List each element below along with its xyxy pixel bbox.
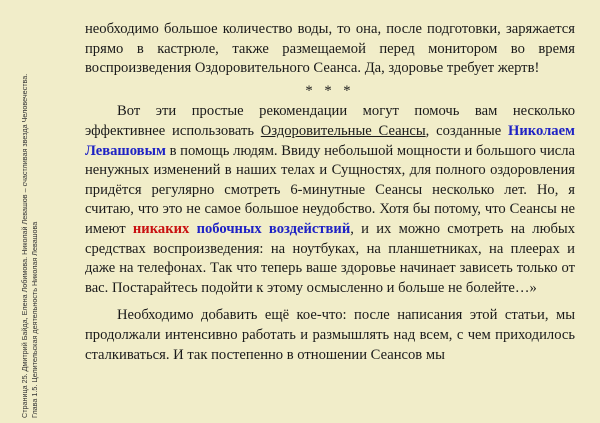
- paragraph-1: необходимо большое количество воды, то она, после подготовки, заряжается прямо в кастрюле, также размещаемой перед монитором во время воспроизведения Оздоровительного Сеанса. Да, здоровье требует жертв!: [85, 21, 575, 77]
- document-body: [85, 20, 575, 365]
- margin-caption-line-2: Глава 1.5. Целительская деятельность Николая Левашова: [30, 221, 39, 418]
- paragraph-2: [85, 102, 575, 298]
- paragraph-3: Необходимо добавить ещё кое-что: после написания этой статьи, мы продолжали интенсивно работать и размышлять над всем, с чем приходилось сталкиваться. И так постепенно в отношении Сеансов мы: [85, 307, 575, 363]
- p2-text-e: , и их можно смотреть на любых средствах воспроизведения: на ноутбуках, на планшетниках, на плеерах и даже на телефонах. Так что теперь ваше здоровье начинает зависеть только от вас. Постарайтесь подойти к этому осмысленно и больше не болейте…»: [85, 220, 575, 296]
- highlight-side-effects: побочных воздействий: [196, 220, 351, 237]
- p2-text-c: в помощь людям. Ввиду небольшой мощности и большого числа ненужных изменений в наших телах и Сущностях, для полного оздоровления придётся регулярно смотреть 6-минутные Сеансы несколько лет. Но, я считаю, что это не самое большое неудобство. Хотя бы потому, что Сеансы не имеют: [85, 142, 575, 237]
- p2-text-d: [189, 221, 196, 237]
- p2-text-a: Вот эти простые рекомендации могут помочь вам несколько эффективнее использовать: [85, 103, 575, 139]
- health-sessions-link[interactable]: Оздоровительные Сеансы: [260, 122, 426, 139]
- margin-caption-line-1: Страница 25. Дмитрий Байда, Елена Лобимова. Николай Левашов – счастливая звезда Человечества.: [20, 73, 29, 418]
- highlight-no: никаких: [132, 220, 190, 237]
- author-name: Николаем Левашовым: [85, 122, 575, 159]
- p2-text-b: , созданные: [425, 122, 509, 139]
- section-separator: * * *: [305, 82, 355, 99]
- vertical-margin-caption: [0, 0, 40, 423]
